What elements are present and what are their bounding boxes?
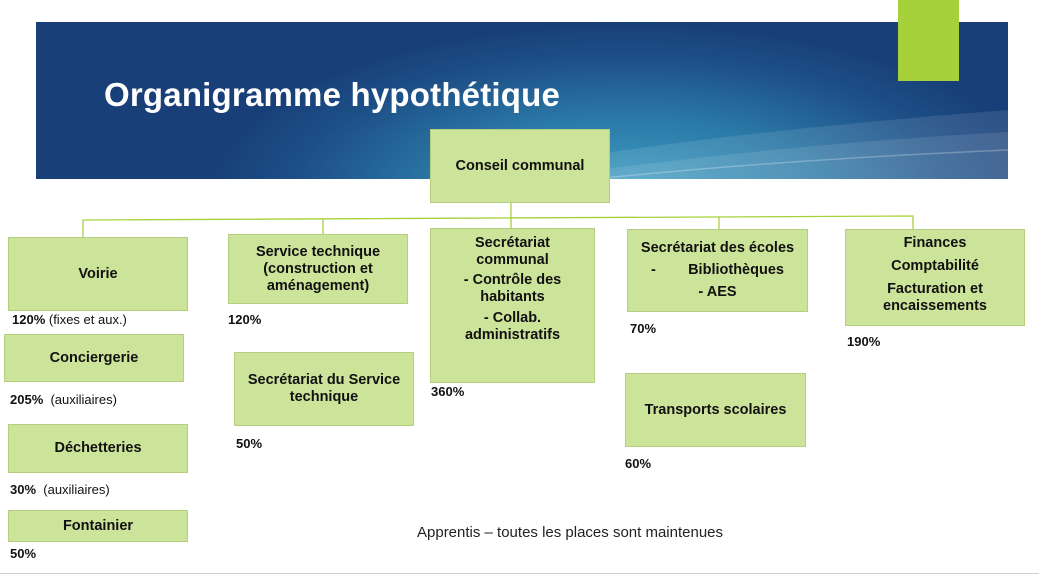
percentage-secretariat-communal	[431, 384, 464, 399]
org-box-line: administratifs	[464, 327, 561, 343]
percentage-value: 50%	[236, 436, 263, 451]
org-box-line: Secrétariat des écoles	[640, 240, 795, 256]
percentage-value: 30%	[10, 482, 37, 497]
org-box-secretariat-communal	[430, 228, 595, 383]
percentage-secretariat-service-technique	[236, 436, 262, 451]
org-box-line: - Collab.	[483, 310, 542, 326]
percentage-value: 120%	[228, 312, 262, 327]
percentage-value: 60%	[625, 456, 652, 471]
apprentis-note: Apprentis – toutes les places sont maintenues	[417, 524, 724, 541]
percentage-voirie	[12, 312, 127, 327]
percentage-note: (auxiliaires)	[36, 482, 110, 497]
org-box-line: Transports scolaires	[644, 401, 787, 418]
org-box-line: Secrétariat	[475, 235, 550, 251]
percentage-value: 360%	[431, 384, 465, 399]
org-box-line: (construction et	[263, 260, 373, 277]
org-box-line: habitants	[480, 289, 545, 305]
org-box-line: technique	[289, 389, 359, 405]
org-box-dechetteries	[8, 424, 188, 473]
percentage-value: 190%	[847, 334, 881, 349]
org-box-voirie	[8, 237, 188, 311]
org-box-label: Voirie	[78, 265, 118, 282]
org-box-line: Service technique	[255, 243, 381, 260]
org-box-secretariat-ecoles	[627, 229, 808, 312]
percentage-note: (auxiliaires)	[43, 392, 117, 407]
percentage-value: 50%	[10, 546, 37, 561]
org-box-secretariat-service-technique	[234, 352, 414, 426]
percentage-dechetteries	[10, 482, 110, 497]
percentage-service-technique	[228, 312, 261, 327]
org-box-fontainier	[8, 510, 188, 542]
org-box-finances	[845, 229, 1025, 326]
percentage-transports-scolaires	[625, 456, 651, 471]
percentage-value: 120%	[12, 312, 46, 327]
percentage-conciergerie	[10, 392, 117, 407]
percentage-fontainier	[10, 546, 36, 561]
percentage-value: 70%	[630, 321, 657, 336]
org-box-line: Finances	[903, 235, 967, 251]
org-box-transports-scolaires	[625, 373, 806, 447]
org-box-conciergerie	[4, 334, 184, 382]
org-box-line: - Bibliothèques	[651, 262, 784, 278]
org-box-service-technique	[228, 234, 408, 304]
percentage-finances	[847, 334, 880, 349]
org-box-line: communal	[476, 252, 549, 268]
org-box-line: - Contrôle des	[463, 272, 562, 288]
org-box-line: - AES	[698, 284, 737, 300]
accent-bar	[898, 0, 959, 81]
org-box-line: aménagement)	[266, 277, 370, 294]
org-box-line: Comptabilité	[891, 258, 979, 274]
org-box-label: Conciergerie	[49, 349, 139, 366]
org-box-line: Secrétariat du Service	[247, 372, 401, 388]
slide-title: Organigramme hypothétique	[104, 76, 561, 113]
org-box-label: Déchetteries	[54, 440, 142, 456]
org-box-label: Conseil communal	[455, 157, 585, 174]
org-box-label: Fontainier	[62, 517, 134, 534]
bottom-divider	[0, 573, 1039, 574]
org-box-line: encaissements	[883, 298, 987, 314]
percentage-value: 205%	[10, 392, 44, 407]
org-box-conseil-communal	[430, 129, 610, 203]
percentage-secretariat-ecoles	[630, 321, 656, 336]
org-box-line: Facturation et	[887, 281, 983, 297]
percentage-note: (fixes et aux.)	[45, 312, 127, 327]
